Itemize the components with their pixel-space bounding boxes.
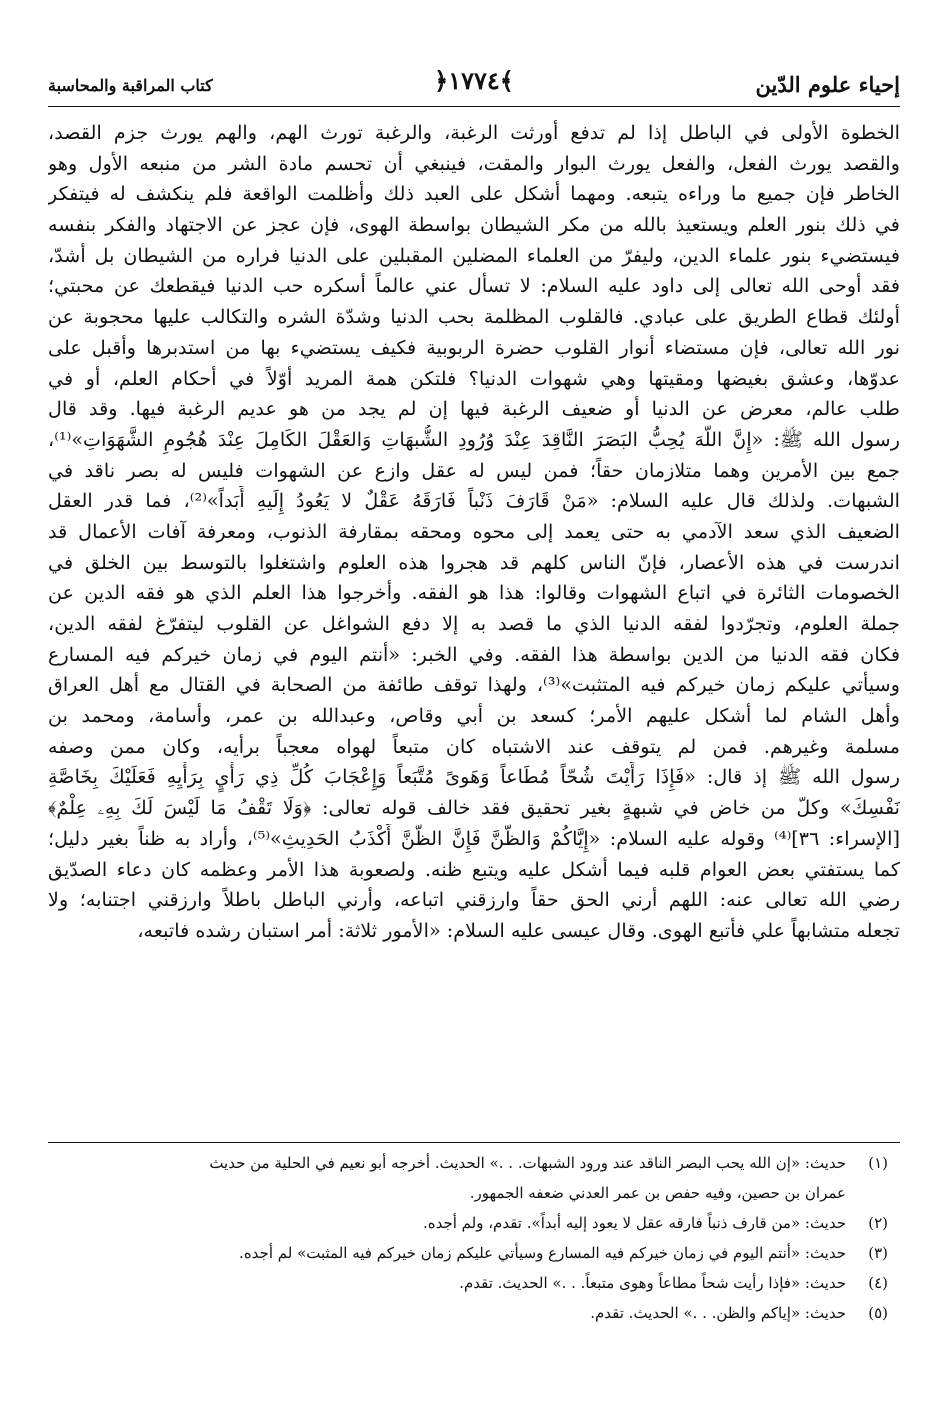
text-line: فيستضيء بنور علماء الدين، وليفرّ من العلماء المضلين المقبلين على الدنيا فراره من الشيطان بل أشدّ، bbox=[48, 243, 900, 267]
text-line: [الإسراء: ٣٦]⁽⁴⁾ وقوله عليه السلام: «إِيَّاكُمْ وَالظَّنَّ فَإِنَّ الظَّنَّ أَكْذَبُ الحَدِيثِ»⁽⁵⁾، وأراد به ظناً بغير دليل؛ bbox=[48, 826, 900, 850]
footnote-1-continuation: عمران بن حصين، وفيه حفص بن عمر العدني ضعفه الجمهور. bbox=[469, 1184, 846, 1202]
footnotes bbox=[60, 1148, 888, 1328]
footnote-number: (٤) bbox=[868, 1274, 888, 1292]
text-line: الخطوة الأولى في الباطل إذا لم تدفع أورثت الرغبة، والرغبة تورث الهم، والهم يورث جزم القصد، bbox=[48, 121, 900, 144]
text-line: رسول الله ﷺ إذ قال: «فَإِذَا رَأَيْتَ شُحّاً مُطَاعاً وَهَوىً مُتَّبَعاً وَإِعْجَابَ كُلِّ ذِي رَأْيٍ بِرَأْيِهِ فَعَلَيْكَ بِخَاصَّةِ bbox=[48, 765, 900, 789]
main-text bbox=[48, 118, 900, 947]
footnote-4 bbox=[60, 1268, 888, 1298]
text-line: جملة العلوم، وتجرّدوا لفقه الدنيا الذي ما قصد به إلا دفع الشواغل عن القلوب ليتفرّغ لفقه الدين، bbox=[48, 612, 900, 635]
text-line: طلب عالم، معرض عن الدنيا أو ضعيف الرغبة فيها إن لم يجد من هو عديم الرغبة فيها. وقد قال bbox=[48, 397, 900, 421]
footnote-number: (١) bbox=[868, 1154, 888, 1172]
footnote-number: (٥) bbox=[868, 1304, 888, 1322]
text-line: جمع بين الأمرين وهما متلازمان حقاً؛ فمن ليس له عقل وازع عن الشهوات فليس له بصر ناقد في bbox=[48, 458, 900, 482]
footnote-divider bbox=[48, 1142, 900, 1143]
footnote-text: حديث: «فإذا رأيت شحاً مطاعاً وهوى متبعاً. . .» الحديث. تقدم. bbox=[459, 1274, 846, 1292]
footnote-3 bbox=[60, 1238, 888, 1268]
footnote-number: (٢) bbox=[868, 1214, 888, 1232]
text-line: تجعله متشابهاً علي فأتبع الهوى. وقال عيسى عليه السلام: «الأمور ثلاثة: أمر استبان رشده فاتبعه، bbox=[137, 918, 900, 942]
text-line: مسلمة وغيرهم. فمن لم يتوقف عند الاشتباه كان متبعاً لهواه معجباً برأيه، وكان ممن وصفه bbox=[48, 734, 900, 758]
chapter-title: كتاب المراقبة والمحاسبة bbox=[48, 76, 213, 95]
book-title: إحياء علوم الدّين bbox=[755, 72, 900, 97]
page-header bbox=[48, 62, 900, 102]
text-line: كما يستفتي بعض العوام قلبه فيما أشكل عليه ويتبع ظنه. ولصعوبة هذا الأمر وعظمه كان دعاء الصدّيق bbox=[48, 857, 900, 881]
text-line: أولئك قطاع الطريق على عبادي. فالقلوب المظلمة بحب الدنيا وشدّة الشره والتكالب عليها محجوبة عن bbox=[48, 305, 900, 329]
footnote-text: حديث: «إن الله يحب البصر الناقد عند ورود الشبهات. . .» الحديث. أخرجه أبو نعيم في الحلية من حديث bbox=[209, 1154, 846, 1172]
footnote-text: حديث: «أنتم اليوم في زمان خيركم فيه المسارع وسيأتي عليكم زمان خيركم فيه المثبت» لم أجده. bbox=[239, 1244, 846, 1262]
text-line: نَفْسِكَ» وكلّ من خاض في شبهةٍ بغير تحقيق فقد خالف قوله تعالى: ﴿وَلَا تَقْفُ مَا لَيْسَ لَكَ بِهِۦ عِلْمٌ﴾ bbox=[48, 796, 900, 820]
text-line: وسيأتي عليكم زمان خيركم فيه المتثبت»⁽³⁾، ولهذا توقف طائفة من الصحابة في القتال مع أهل العراق bbox=[48, 673, 900, 697]
text-line: الخاطر فإن جميع ما وراءه يتبعه. ومهما أشكل على العبد ذلك وأظلمت الواقعة فلم ينكشف له فيتفكر bbox=[48, 182, 900, 206]
footnote-number: (٣) bbox=[868, 1244, 888, 1262]
page-number: ﴿١٧٧٤﴾ bbox=[434, 66, 514, 95]
text-line: عدوّها، وعشق بغيضها ومقيتها وهي شهوات الدنيا؟ فلتكن همة المريد أوّلاً في أحكام العلم، أو في bbox=[48, 366, 900, 390]
text-line: اندرست في هذه الأعصار، فإنّ الناس كلهم قد هجروا هذه العلوم واشتغلوا بالتوسط بين الخلق في bbox=[48, 550, 900, 574]
text-line: الشبهات. ولذلك قال عليه السلام: «مَنْ قَارَفَ ذَنْباً فَارَقَهُ عَقْلٌ لا يَعُودُ إِلَيهِ أَبَداً»⁽²⁾، فما قدر العقل bbox=[48, 489, 900, 513]
text-line: نور الله تعالى، فإن مستضاء أنوار القلوب حضرة الربوبية فكيف يستضيء بها من استدبرها وأقبل على bbox=[48, 335, 900, 359]
footnote-1 bbox=[60, 1148, 888, 1178]
footnote-text: حديث: «إياكم والظن. . .» الحديث. تقدم. bbox=[590, 1304, 846, 1322]
footnote-5 bbox=[60, 1298, 888, 1328]
text-line: وأهل الشام لما أشكل عليهم الأمر؛ كسعد بن أبي وقاص، وعبدالله بن عمر، وأسامة، ومحمد بن bbox=[48, 704, 900, 728]
text-line: رسول الله ﷺ: «إِنَّ اللَّهَ يُحِبُّ البَصَرَ النَّاقِدَ عِنْدَ وُرُودِ الشُّبهَاتِ وَالعَقْلَ الكَامِلَ عِنْدَ هُجُومِ الشَّهَوَاتِ»⁽¹⁾، bbox=[48, 427, 900, 451]
text-line: الخصومات الثائرة في اتباع الشهوات وقالوا: هذا هو الفقه. وأخرجوا هذا العلم الذي هو فقه الدين عن bbox=[48, 581, 900, 605]
text-line: فقد أوحى الله تعالى إلى داود عليه السلام: لا تسأل عني عالماً أسكره حب الدنيا فيقطعك عن محبتي؛ bbox=[48, 274, 900, 298]
text-line: والقصد يورث الفعل، والفعل يورث البوار والمقت، فينبغي أن تحسم مادة الشر من منبعه الأول وهو bbox=[48, 151, 900, 175]
header-divider bbox=[48, 106, 900, 107]
footnote-text: حديث: «من قارف ذنباً فارقه عقل لا يعود إليه أبداً». تقدم، ولم أجده. bbox=[422, 1214, 846, 1232]
text-line: فكان فقه الدنيا من الدين بواسطة هذا الفقه. وفي الخبر: «أنتم اليوم في زمان خيركم فيه المسارع bbox=[48, 642, 900, 666]
text-line: رضي الله تعالى عنه: اللهم أرني الحق حقاً وارزقني اتباعه، وأرني الباطل باطلاً وارزقني اجتنابه؛ ولا bbox=[48, 888, 900, 912]
text-line: الضعيف الذي سعد الآدمي به حتى يعمد إلى محوه ومحقه بمقارفة الذنوب، ومعرفة آفات الأعمال قد bbox=[48, 519, 900, 543]
text-line: في ذلك بنور العلم ويستعيذ بالله من مكر الشيطان بواسطة الهوى، فإن عجز عن الاجتهاد والفكر بنفسه bbox=[48, 213, 900, 237]
footnote-2 bbox=[60, 1208, 888, 1238]
